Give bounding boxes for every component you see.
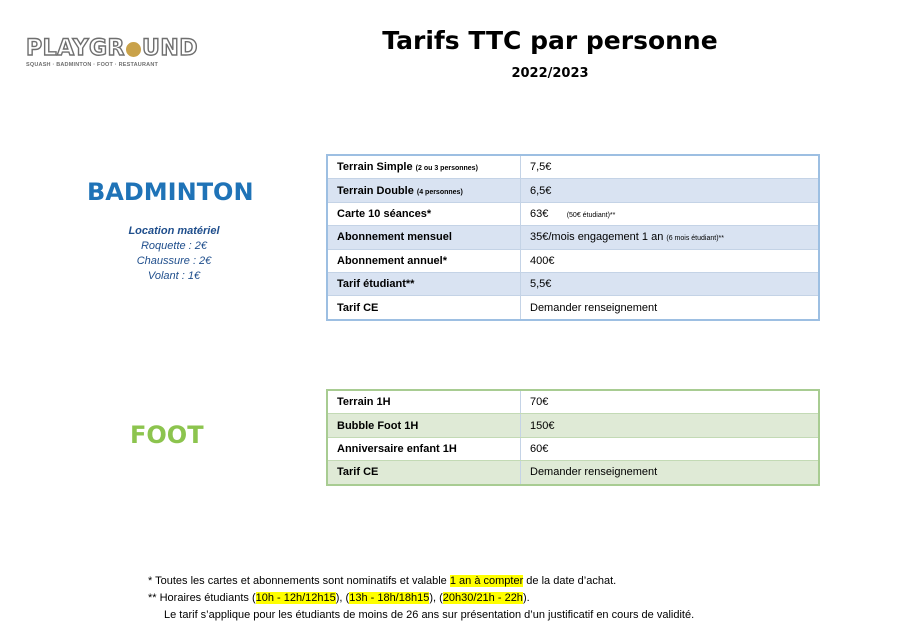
row-label: Terrain 1H — [327, 390, 521, 414]
row-value: 60€ — [521, 437, 820, 460]
footnotes — [148, 573, 694, 624]
page-title: Tarifs TTC par personne — [382, 26, 718, 55]
rental-item: Chaussure : 2€ — [136, 255, 212, 267]
table-row — [327, 202, 819, 225]
row-value-note: (50€ étudiant)** — [566, 211, 616, 219]
highlight: 13h - 18h/18h15 — [349, 592, 430, 604]
table-row — [327, 249, 819, 272]
row-value: Demander renseignement — [521, 296, 820, 320]
row-label-note: (2 ou 3 personnes) — [415, 165, 478, 173]
row-label: Carte 10 séances* — [327, 202, 521, 225]
row-value: 150€ — [521, 414, 820, 437]
row-label: Tarif CE — [327, 461, 521, 485]
row-value: 35€/mois engagement 1 an (6 mois étudiant)** — [521, 226, 820, 249]
row-label: Anniversaire enfant 1H — [327, 437, 521, 460]
row-label: Abonnement mensuel — [327, 226, 521, 249]
table-row — [327, 414, 819, 437]
table-row — [327, 461, 819, 485]
table-row — [327, 179, 819, 202]
row-label: Abonnement annuel* — [327, 249, 521, 272]
row-value: 7,5€ — [521, 155, 820, 179]
row-value: 70€ — [521, 390, 820, 414]
logo-word-right: UND — [142, 36, 199, 61]
row-value: Demander renseignement — [521, 461, 820, 485]
badminton-price-table — [326, 154, 820, 321]
rental-item: Volant : 1€ — [147, 270, 201, 282]
table-row — [327, 272, 819, 295]
highlight: 1 an à compter — [449, 575, 524, 587]
equipment-rental — [100, 224, 248, 284]
row-value: 400€ — [521, 249, 820, 272]
row-label: Terrain Simple (2 ou 3 personnes) — [327, 155, 521, 179]
foot-price-table — [326, 389, 820, 486]
footnote-validity: * Toutes les cartes et abonnements sont nominatifs et valable 1 an à compter de la date d’achat. — [148, 575, 617, 587]
row-value: 6,5€ — [521, 179, 820, 202]
equipment-rental-heading: Location matériel — [128, 225, 220, 237]
logo-word-left: PLAYGR — [26, 36, 125, 61]
row-label: Tarif étudiant** — [327, 272, 521, 295]
row-value: 63€ (50€ étudiant)** — [521, 202, 820, 225]
table-row — [327, 296, 819, 320]
table-row — [327, 226, 819, 249]
row-label: Tarif CE — [327, 296, 521, 320]
table-row — [327, 390, 819, 414]
foot-title: FOOT — [130, 421, 204, 449]
highlight: 10h - 12h/12h15 — [255, 592, 336, 604]
row-label: Bubble Foot 1H — [327, 414, 521, 437]
rental-item: Roquette : 2€ — [140, 240, 208, 252]
season-year: 2022/2023 — [511, 66, 589, 81]
table-row — [327, 155, 819, 179]
footnote-student-condition: Le tarif s’applique pour les étudiants de moins de 26 ans sur présentation d’un justificatif en cours de validité. — [164, 609, 695, 621]
row-label-note: (4 personnes) — [416, 188, 463, 196]
row-label: Terrain Double (4 personnes) — [327, 179, 521, 202]
badminton-title: BADMINTON — [87, 178, 254, 206]
logo-tagline: SQUASH · BADMINTON · FOOT · RESTAURANT — [26, 62, 159, 68]
row-value: 5,5€ — [521, 272, 820, 295]
row-value-note: (6 mois étudiant)** — [666, 235, 724, 243]
footnote-student-hours: ** Horaires étudiants (10h - 12h/12h15), (13h - 18h/18h15), (20h30/21h - 22h). — [148, 592, 530, 604]
table-row — [327, 437, 819, 460]
highlight: 20h30/21h - 22h — [442, 592, 523, 604]
